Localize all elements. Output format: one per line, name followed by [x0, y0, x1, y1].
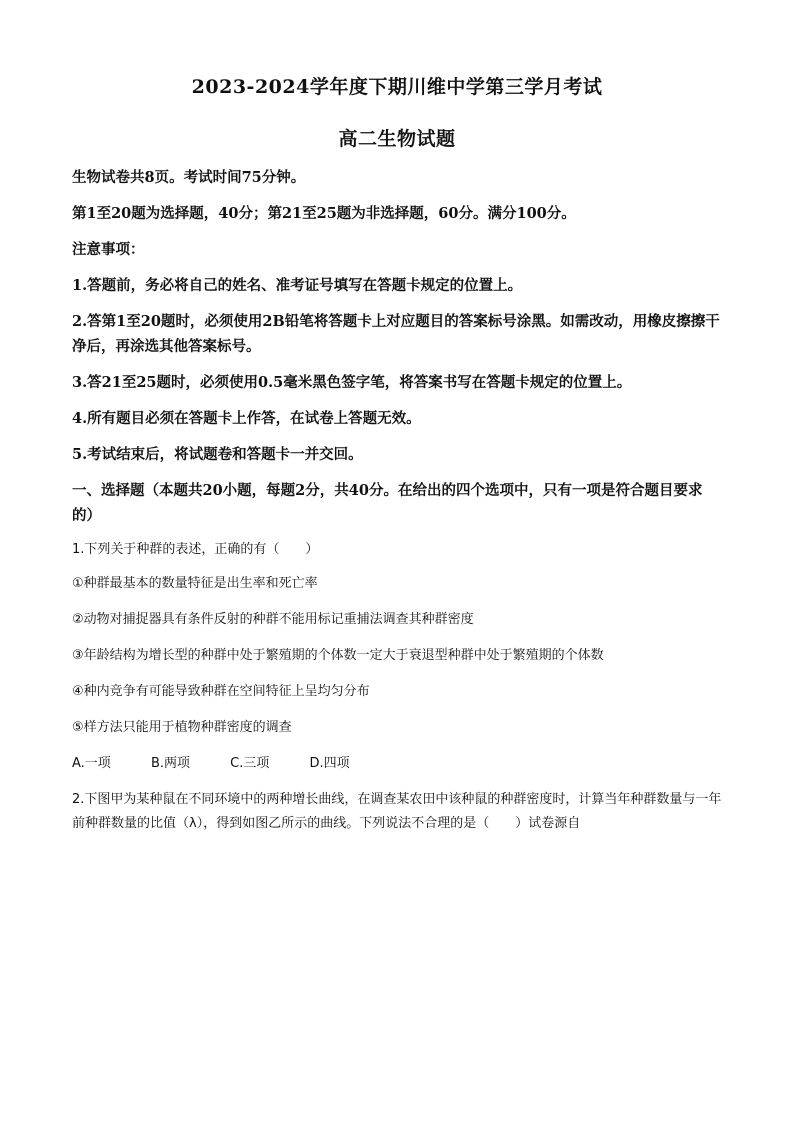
- note-item: 2.答第1至20题时，必须使用2B铅笔将答题卡上对应题目的答案标号涂黑。如需改动，用橡皮擦擦干净后，再涂选其他答案标号。: [72, 313, 720, 355]
- option-b: B.两项: [150, 756, 191, 771]
- intro-line-2: 第1至20题为选择题，40分；第21至25题为非选择题，60分。满分100分。: [72, 205, 576, 222]
- question-statement: ⑤样方法只能用于植物种群密度的调查: [72, 720, 292, 735]
- option-a: A.一项: [72, 756, 111, 771]
- option-c: C.三项: [230, 756, 270, 771]
- note-item: 1.答题前，务必将自己的姓名、准考证号填写在答题卡规定的位置上。: [72, 277, 523, 294]
- intro-line-1: 生物试卷共8页。考试时间75分钟。: [72, 169, 306, 186]
- exam-subtitle: 高二生物试题: [338, 128, 456, 150]
- exam-title: 2023-2024学年度下期川维中学第三学月考试: [191, 76, 603, 98]
- note-item: 3.答21至25题时，必须使用0.5毫米黑色签字笔，将答案书写在答题卡规定的位置上。: [72, 374, 632, 391]
- question-statement: ①种群最基本的数量特征是出生率和死亡率: [72, 576, 318, 591]
- note-item: 4.所有题目必须在答题卡上作答，在试卷上答题无效。: [72, 410, 421, 427]
- note-item: 5.考试结束后，将试题卷和答题卡一并交回。: [72, 446, 363, 463]
- notes-heading: 注意事项：: [72, 241, 145, 258]
- question-statement: ③年龄结构为增长型的种群中处于繁殖期的个体数一定大于衰退型种群中处于繁殖期的个体数: [72, 648, 604, 663]
- question-1-options: [72, 752, 722, 776]
- question-statement: ④种内竞争有可能导致种群在空间特征上呈均匀分布: [72, 684, 370, 699]
- question-1-stem: 1.下列关于种群的表述，正确的有（ ）: [72, 542, 319, 557]
- question-statement: ②动物对捕捉器具有条件反射的种群不能用标记重捕法调查其种群密度: [72, 612, 474, 627]
- option-d: D.四项: [309, 756, 350, 771]
- section-heading: 一、选择题（本题共20小题，每题2分，共40分。在给出的四个选项中，只有一项是符合题目要求的）: [72, 482, 703, 524]
- question-2-stem: 2.下图甲为某种鼠在不同环境中的两种增长曲线，在调查某农田中该种鼠的种群密度时，计算当年种群数量与一年前种群数量的比值（λ），得到如图乙所示的曲线。下列说法不合理的是（ ）试卷源自: [72, 792, 722, 831]
